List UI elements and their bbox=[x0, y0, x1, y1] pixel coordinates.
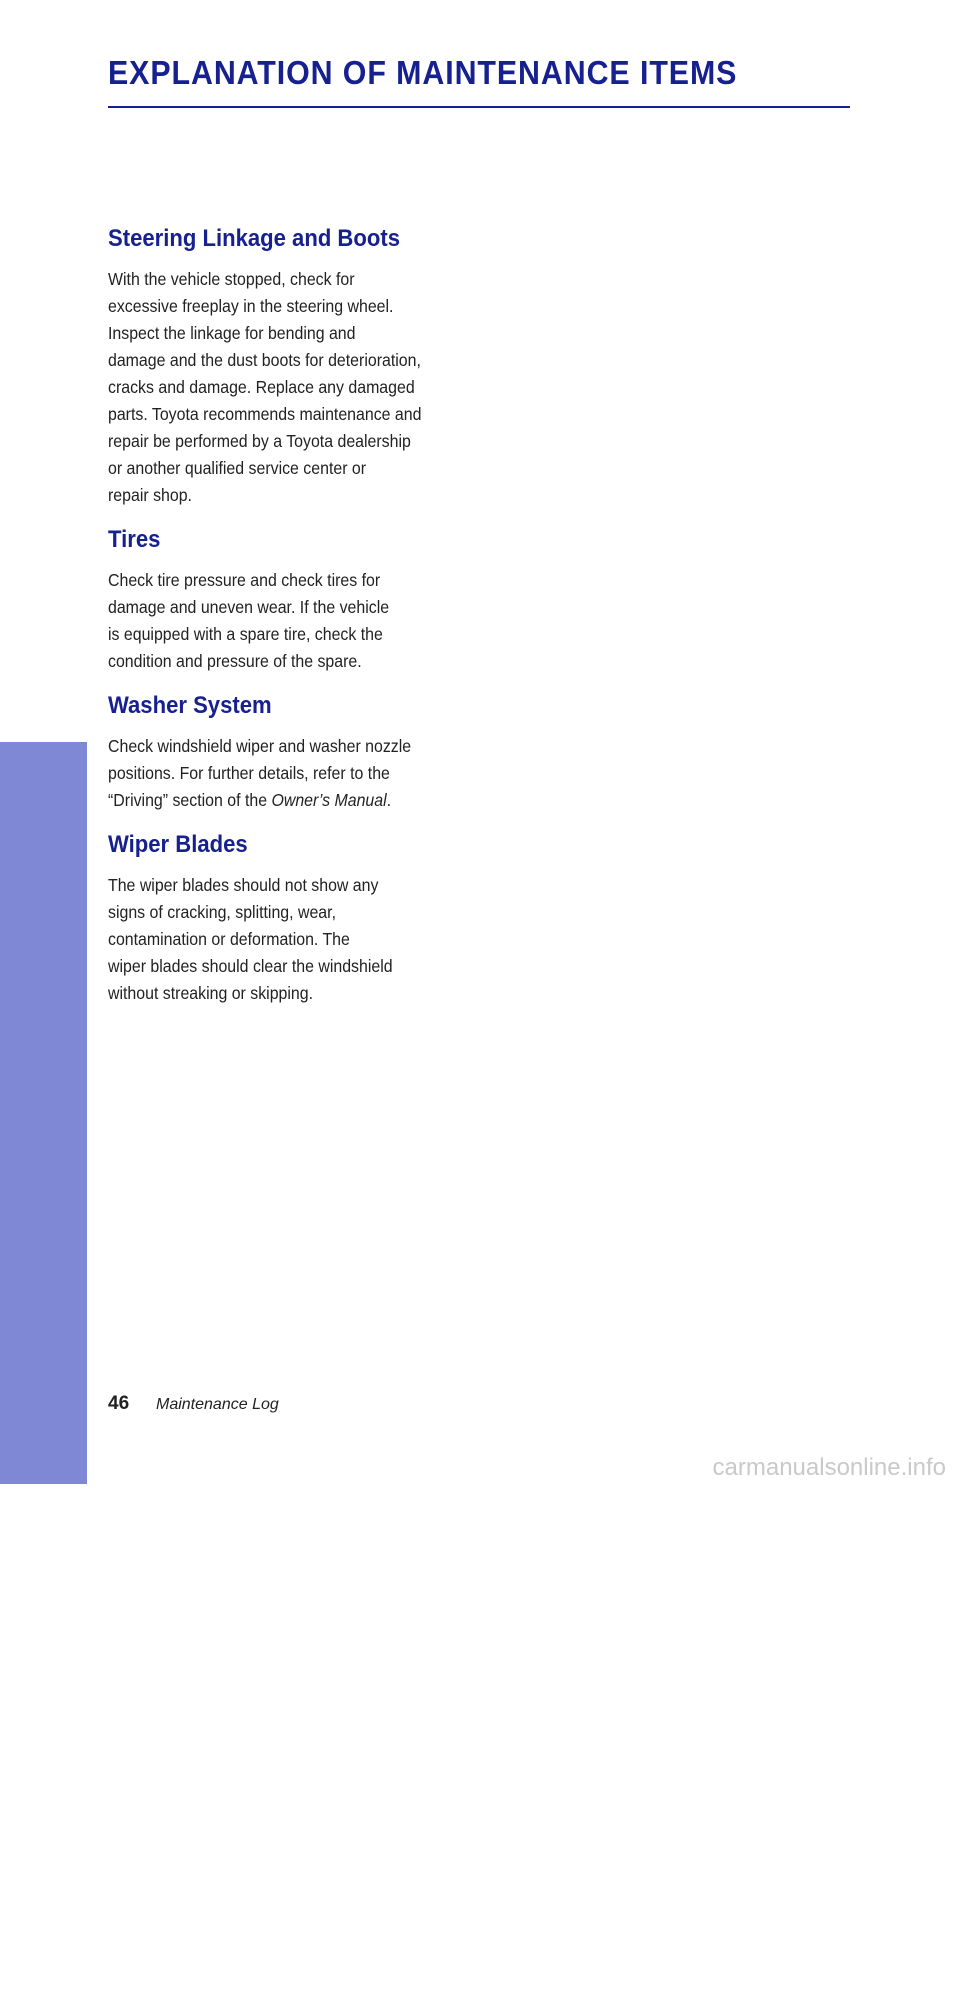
body-line: Inspect the linkage for bending and bbox=[108, 323, 356, 343]
section-heading: Washer System bbox=[108, 692, 272, 719]
body-line: Check tire pressure and check tires for bbox=[108, 570, 381, 590]
body-line: positions. For further details, refer to the bbox=[108, 763, 390, 783]
body-line: damage and the dust boots for deterioration, bbox=[108, 350, 421, 370]
body-line: condition and pressure of the spare. bbox=[108, 651, 362, 671]
side-tab-label: MAINTENANCE bbox=[24, 1695, 63, 2009]
section-wiper-blades bbox=[108, 828, 468, 1007]
body-line: without streaking or skipping. bbox=[108, 983, 314, 1003]
body-line bbox=[108, 787, 462, 814]
body-line: parts. Toyota recommends maintenance and bbox=[108, 404, 422, 424]
body-text: . bbox=[386, 790, 392, 810]
body-line: contamination or deformation. The bbox=[108, 929, 350, 949]
manual-title: Owner’s Manual bbox=[271, 790, 387, 810]
side-tab bbox=[0, 742, 87, 2009]
section-heading: Steering Linkage and Boots bbox=[108, 225, 400, 252]
body-line: cracks and damage. Replace any damaged bbox=[108, 377, 415, 397]
section-heading: Tires bbox=[108, 526, 161, 553]
body-line: wiper blades should clear the windshield bbox=[108, 956, 393, 976]
body-line: damage and uneven wear. If the vehicle bbox=[108, 597, 390, 617]
body-line: Check windshield wiper and washer nozzle bbox=[108, 736, 412, 756]
watermark: carmanualsonline.info bbox=[712, 1454, 946, 1481]
section-body bbox=[108, 872, 462, 1007]
body-line: repair shop. bbox=[108, 485, 192, 505]
section-washer-system bbox=[108, 689, 468, 814]
body-line: excessive freeplay in the steering wheel. bbox=[108, 296, 394, 316]
body-line: With the vehicle stopped, check for bbox=[108, 269, 355, 289]
body-line: or another qualified service center or bbox=[108, 458, 367, 478]
content-column bbox=[108, 222, 468, 1021]
title-divider bbox=[108, 106, 850, 108]
footer-label: Maintenance Log bbox=[156, 1396, 279, 1413]
section-body bbox=[108, 266, 462, 509]
body-line: signs of cracking, splitting, wear, bbox=[108, 902, 336, 922]
section-tires bbox=[108, 523, 468, 675]
body-text: “Driving” section of the bbox=[108, 790, 272, 810]
page-number: 46 bbox=[108, 1393, 130, 1414]
body-line: repair be performed by a Toyota dealership bbox=[108, 431, 411, 451]
section-body bbox=[108, 567, 462, 675]
body-line: The wiper blades should not show any bbox=[108, 875, 379, 895]
section-body bbox=[108, 733, 462, 814]
body-line: is equipped with a spare tire, check the bbox=[108, 624, 383, 644]
page-title: EXPLANATION OF MAINTENANCE ITEMS bbox=[108, 54, 738, 91]
section-heading: Wiper Blades bbox=[108, 831, 248, 858]
section-steering bbox=[108, 222, 468, 509]
